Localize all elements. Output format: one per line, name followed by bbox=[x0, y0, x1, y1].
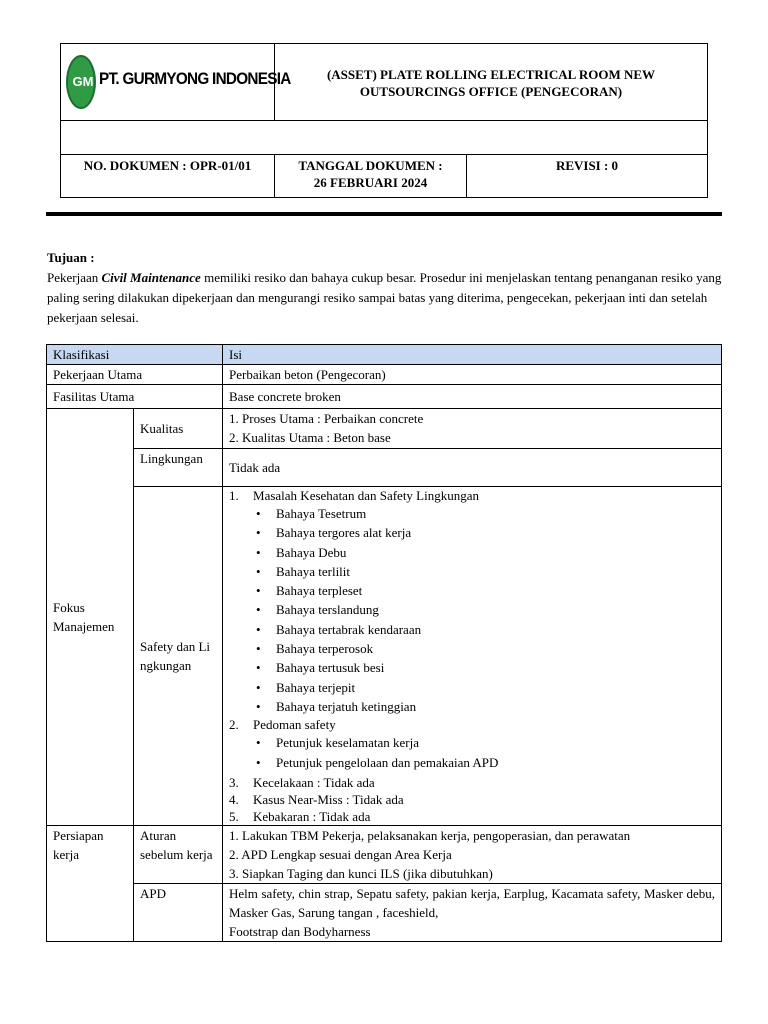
table-row bbox=[47, 365, 722, 385]
header-title-row bbox=[61, 44, 707, 121]
gm-logo-mark: GM bbox=[66, 55, 96, 109]
persiapan-label: Persiapan kerja bbox=[47, 825, 134, 941]
list-item: • Bahaya terperosok bbox=[229, 639, 715, 658]
apd-label: APD bbox=[134, 883, 223, 941]
list-item: • Bahaya Tesetrum bbox=[229, 504, 715, 523]
doc-number: NO. DOKUMEN : OPR-01/01 bbox=[61, 155, 275, 197]
lingkungan-value: Tidak ada bbox=[223, 449, 722, 487]
table-row bbox=[47, 883, 722, 941]
list-item: 3. Kecelakaan : Tidak ada bbox=[229, 774, 375, 790]
list-item: • Bahaya tertusuk besi bbox=[229, 658, 715, 677]
list-item: 2. APD Lengkap sesuai dengan Area Kerja bbox=[229, 846, 452, 862]
purpose-text-before: Pekerjaan bbox=[47, 270, 102, 285]
guideline-list bbox=[229, 733, 715, 772]
purpose-heading: Tujuan : bbox=[47, 250, 95, 265]
company-logo bbox=[61, 44, 291, 121]
header-divider bbox=[46, 212, 722, 216]
row-label: Fasilitas Utama bbox=[47, 385, 223, 409]
list-item: 1. Lakukan TBM Pekerja, pelaksanakan kerja, pengoperasian, dan perawatan bbox=[229, 827, 631, 843]
row-label: Pekerjaan Utama bbox=[47, 365, 223, 385]
list-item: • Bahaya terjatuh ketinggian bbox=[229, 697, 715, 716]
safety-cell bbox=[223, 487, 722, 826]
list-item: 2. Pedoman safety • Petunjuk keselamatan kerja • Petunjuk pengelolaan dan pemakaian APD bbox=[229, 716, 715, 772]
list-item: • Bahaya tertabrak kendaraan bbox=[229, 620, 715, 639]
list-item: • Bahaya terjepit bbox=[229, 678, 715, 697]
apd-cell bbox=[223, 883, 722, 941]
header-empty-row bbox=[61, 121, 707, 155]
purpose-emphasis: Civil Maintenance bbox=[101, 270, 201, 285]
procedure-table bbox=[46, 344, 722, 942]
aturan-cell bbox=[223, 825, 722, 883]
table-row bbox=[47, 385, 722, 409]
list-item: 2. Kualitas Utama : Beton base bbox=[229, 430, 391, 445]
header-isi: Isi bbox=[223, 345, 722, 365]
kualitas-label: Kualitas bbox=[134, 409, 223, 449]
list-item: 3. Siapkan Taging dan kunci ILS (jika dibutuhkan) bbox=[229, 865, 493, 881]
list-item: • Petunjuk pengelolaan dan pemakaian APD bbox=[229, 753, 715, 772]
purpose-section bbox=[47, 248, 723, 328]
table-row bbox=[47, 449, 722, 487]
apd-text-2: Footstrap dan Bodyharness bbox=[229, 923, 371, 939]
list-item: • Bahaya terpleset bbox=[229, 581, 715, 600]
safety-list bbox=[229, 487, 715, 825]
doc-date-label: TANGGAL DOKUMEN : bbox=[298, 158, 443, 173]
list-item: 1. Masalah Kesehatan dan Safety Lingkungan • Bahaya Tesetrum • Bahaya tergores alat kerja • Bahaya Debu • Bahaya terlilit • Bahaya terpleset • Bahaya terslandung • Bahaya tertabrak kendaraan • Bahaya terperosok • Bahaya tertusuk besi • Bahaya terjepit • Bahaya terjatuh ketinggian bbox=[229, 487, 715, 716]
aturan-label: Aturan sebelum kerja bbox=[134, 825, 223, 883]
document-header bbox=[60, 43, 708, 198]
header-meta-row bbox=[61, 155, 707, 197]
safety-label: Safety dan Lingkungan bbox=[134, 487, 223, 826]
table-row bbox=[47, 825, 722, 883]
header-klasifikasi: Klasifikasi bbox=[47, 345, 223, 365]
lingkungan-label: Lingkungan bbox=[134, 449, 223, 487]
table-row bbox=[47, 487, 722, 826]
fokus-label: Fokus Manajemen bbox=[47, 409, 134, 826]
list-item: • Bahaya terslandung bbox=[229, 600, 715, 619]
list-item: • Petunjuk keselamatan kerja bbox=[229, 733, 715, 752]
hazard-list bbox=[229, 504, 715, 716]
company-name: PT. GURMYONG INDONESIA bbox=[99, 69, 291, 88]
row-value: Base concrete broken bbox=[223, 385, 722, 409]
list-item: 1. Proses Utama : Perbaikan concrete bbox=[229, 411, 424, 426]
doc-date: 26 FEBRUARI 2024 bbox=[313, 175, 428, 190]
list-item: • Bahaya tergores alat kerja bbox=[229, 523, 715, 542]
apd-text: Helm safety, chin strap, Sepatu safety, pakian kerja, Earplug, Kacamata safety, Masker debu, Masker Gas, Sarung tangan , faceshield, bbox=[229, 885, 716, 920]
doc-date-cell bbox=[275, 155, 467, 197]
list-item: 4. Kasus Near-Miss : Tidak ada bbox=[229, 791, 404, 807]
row-value: Perbaikan beton (Pengecoran) bbox=[223, 365, 722, 385]
list-item: • Bahaya terlilit bbox=[229, 562, 715, 581]
doc-revision: REVISI : 0 bbox=[555, 158, 619, 173]
list-item: • Bahaya Debu bbox=[229, 543, 715, 562]
document-title: (ASSET) PLATE ROLLING ELECTRICAL ROOM NEW OUTSOURCINGS OFFICE (PENGECORAN) bbox=[326, 66, 656, 99]
table-row bbox=[47, 409, 722, 449]
kualitas-cell bbox=[223, 409, 722, 449]
list-item: 5. Kebakaran : Tidak ada bbox=[229, 808, 371, 824]
purpose-text-after: memiliki resiko dan bahaya cukup besar. Prosedur ini menjelaskan tentang penanganan resiko yang paling sering dilakukan dipekerjaan dan mengurangi resiko sampai batas yang diterima, pengecekan, pekerjaan inti dan setelah pekerjaan selesai. bbox=[47, 270, 722, 325]
table-header-row bbox=[47, 345, 722, 365]
